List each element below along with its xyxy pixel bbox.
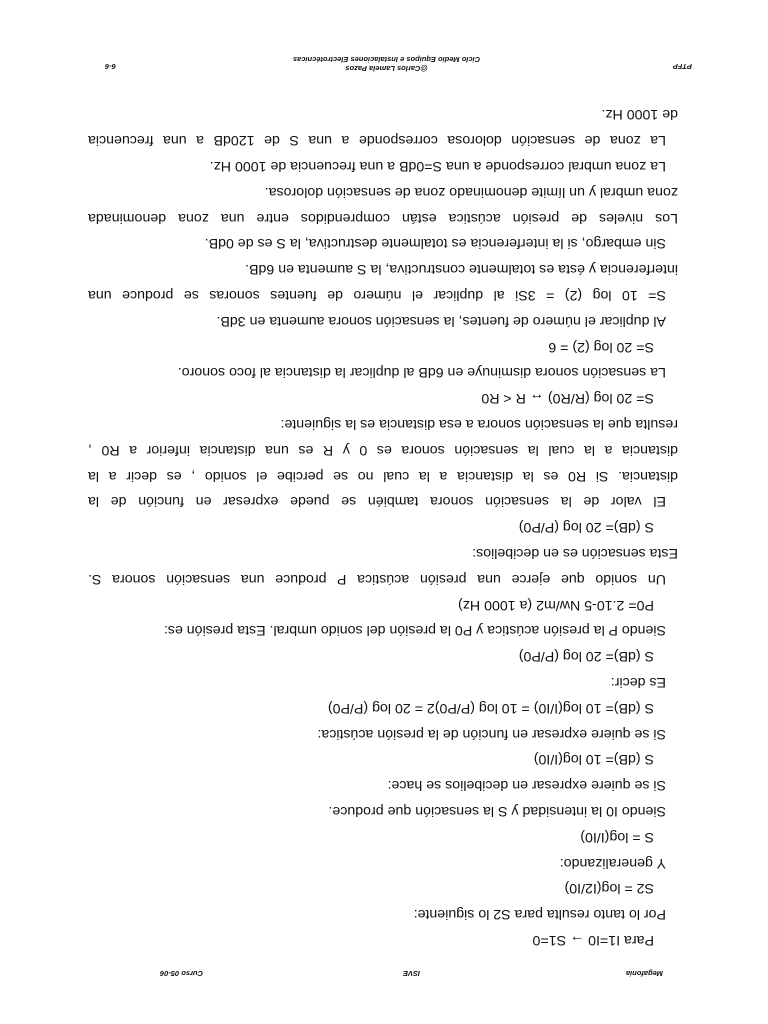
text-line: Es decir: — [610, 674, 666, 691]
footer-author: @Carlos Lamela Pazos — [345, 64, 428, 73]
text-line: zona umbral y un límite denominado zona de sensación dolorosa. — [264, 183, 678, 200]
text-line: Un sonido que ejerce una presión acústica P produce una sensación sonora S. — [88, 570, 666, 587]
text-line: Y generalizando: — [559, 854, 666, 871]
formula-line: S= 20 log (2) = 6 — [548, 338, 654, 355]
header-subject: Megafonía — [625, 969, 663, 978]
text-line: de 1000 Hz. — [601, 106, 678, 123]
text-line: La zona de sensación dolorosa corresponde a una S de 120dB a una frecuencia — [88, 132, 666, 149]
text-line: distancia. Si R0 es la distancia a la cual no se percibe el sonido , es decir a la — [88, 467, 678, 484]
page-header — [160, 964, 663, 978]
formula-line: P0= 2.10-5 Nw/m2 (a 1000 Hz) — [458, 596, 654, 613]
formula-line: S (dB)= 20 log (P/P0) — [518, 648, 654, 665]
text-line: El valor de la sensación sonora también se puede expresar en función de la — [88, 493, 666, 510]
footer-org: PTFP — [672, 62, 692, 71]
page-footer — [105, 47, 692, 73]
text-line: La sensación sonora disminuye en 6dB al duplicar la distancia al foco sonoro. — [177, 364, 666, 381]
text-line: Por lo tanto resulta para S2 lo siguiente: — [413, 906, 666, 923]
text-line: interferencia y ésta es totalmente constructiva, la S aumenta en 6dB. — [245, 261, 678, 278]
text-line: resulta que la sensación sonora a esa distancia es la siguiente: — [280, 416, 678, 433]
document-body — [88, 101, 678, 952]
text-line: La zona umbral corresponde a una S=0dB a una frecuencia de 1000 Hz. — [209, 158, 666, 175]
formula-line: S (dB)= 20 log (P/P0) — [518, 519, 654, 536]
text-line: Para I1=I0 → S1=0 — [532, 932, 654, 948]
footer-cycle: Ciclo Medio Equipos e Instalaciones Electrotécnicas — [292, 55, 481, 64]
text-line: Siendo P la presión acústica y P0 la presión del sonido umbral. Esta presión es: — [163, 622, 666, 639]
text-line: S = log(I/I0) — [580, 828, 654, 845]
header-course: Curso 05-06 — [160, 969, 203, 978]
text-line: Si se quiere expresar en función de la presión acústica: — [317, 725, 666, 742]
text-line: Los niveles de presión acústica están comprendidos entre una zona denominada — [88, 209, 678, 226]
formula-line: S (dB)= 10 log(I/I0) — [533, 751, 654, 768]
text-line: Esta sensación es en decibelios: — [472, 545, 678, 562]
text-line: Si se quiere expresar en decibelios se hace: — [387, 777, 666, 794]
header-school: ISVE — [402, 969, 421, 978]
text-line: Sin embargo, si la interferencia es totalmente destructiva, la S es de 0dB. — [204, 235, 666, 252]
text-line: Siendo I0 la intensidad y S la sensación que produce. — [328, 803, 666, 820]
text-line: S2 = log(I2/I0) — [564, 880, 654, 897]
text-line: distancia a la cual la sensación sonora es 0 y R es una distancia inferior a R0 , — [88, 441, 678, 458]
formula-line: S= 20 log (R/R0) ↔ R < R0 — [481, 390, 654, 407]
footer-page-number: 6-6 — [105, 62, 116, 71]
text-line: Al duplicar el número de fuentes, la sensación sonora aumenta en 3dB. — [216, 312, 666, 329]
formula-line: S (dB)= 10 log(I/I0) = 10 log (P/P0)2 = 20 log (P/P0) — [327, 699, 654, 716]
text-line: S= 10 log (2) = 3Si al duplicar el número de fuentes sonoras se produce una — [88, 287, 666, 304]
